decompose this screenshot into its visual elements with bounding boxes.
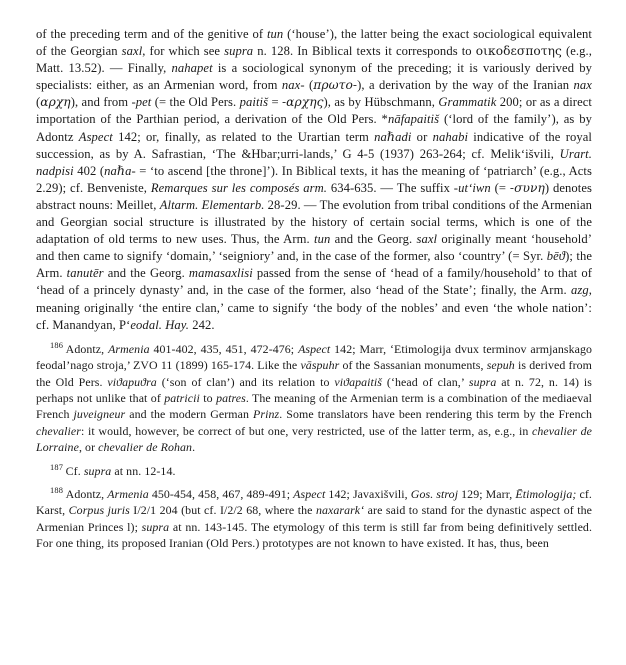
footnote-number: 187 [50,462,64,472]
main-paragraph: of the preceding term and of the genitive of tun (‘house’), the latter being the exact sociological equivalent of the Georgian saxl, for which see supra n. 128. In Biblical texts it corresponds to οικοδεσποτης (e.g., Matt. 13.52). — Finally, nahapet is a sociological synonym of the preceding; it is variously derived by specialists: either, as an Armenian word, from nax- (πρωτο-), a derivation by the way of the Iranian nax (αρχη), and from -pet (= the Old Pers. paitiš = -αρχης), as by Hübschmann, Grammatik 200; or as a direct importation of the Parthian period, a derivation of the Old Pers. *nāfapaitiš (‘lord of the family’), as by Adontz Aspect 142; or, finally, as related to the Urartian term naℏadi or nahabi indicative of the royal succession, as by A. Safrastian, ‘The &Hbar;urri-lands,’ G 4-5 (1937) 263-264; cf. Melik‘išvili, Urart. nadpisi 402 (naℏa- = ‘to ascend [the throne]’). In Biblical texts, it has the meaning of ‘patriarch’ (e.g., Acts 2.29); cf. Benveniste, Remarques sur les composés arm. 634-635. — The suffix -ut‘iwn (= -συνη) denotes abstract nouns: Meillet, Altarm. Elementarb. 28-29. — The evolution from tribal conditions of the Armenian and Georgian social structure is illustrated by the history of certain social terms, which is one of the adaptation of old terms to new uses. Thus, the Arm. tun and the Georg. saxl originally meant ‘household’ and then came to signify ‘domain,’ ‘seigniory’ and, in the case of the former, also ‘country’ (= Syr. bēϑ); the Arm. tanutēr and the Georg. mamasaxlisi passed from the sense of ‘head of a family/household’ to that of ‘head of a princely dynasty’ and, in the case of the former, also ‘head of the State’; finally, the Arm. azg, meaning originally ‘the entire clan,’ came to signify ‘the body of the nobles’ and even ‘the whole nation’: cf. Manandyan, P‘eodal. Hay. 242. [36,27,593,332]
footnote-186 [36,341,592,456]
footnote-text: Adontz, Armenia 450-454, 458, 467, 489-491; Aspect 142; Javaxišvili, Gos. stroj 129; Marr, Ētimologija; cf. Karst, Corpus juris I/2/1 204 (but cf. I/2/2 68, where the naxarark‘ are said to stand for the dynastic aspect of the Armenian Princes l); supra at nn. 143-145. The etymology of this term is still far from being definitively settled. For one thing, its proposed Iranian (Old Pers.) prototypes are not known to have existed. It has, thus, been [36,486,593,551]
footnote-text: Cf. supra at nn. 12-14. [65,463,176,478]
footnote-188 [36,486,592,552]
footnote-number: 188 [50,485,64,495]
footnote-187 [36,463,592,479]
footnote-text: Adontz, Armenia 401-402, 435, 451, 472-476; Aspect 142; Marr, ‘Etimologija dvux terminov armjanskago feodal’nago stroja,’ ZVO 11 (1899) 165-174. Like the vāspuhr of the Sassanian monuments, sepuh is derived from the Old Pers. viϑapuϑra (‘son of clan’) and its relation to viϑapaitiš (‘head of clan,’ supra at n. 72, n. 14) is perhaps not unlike that of patricii to patres. The meaning of the Armenian term is a combination of the mediaeval French juveigneur and the modern German Prinz. Some translators have been rendering this term by the French chevalier: it would, however, be correct of but one, very restricted, use of the latter term, as, e.g., in chevalier de Lorraine, or chevalier de Rohan. [36,341,593,455]
text-column [36,26,592,552]
footnote-number: 186 [50,340,64,350]
